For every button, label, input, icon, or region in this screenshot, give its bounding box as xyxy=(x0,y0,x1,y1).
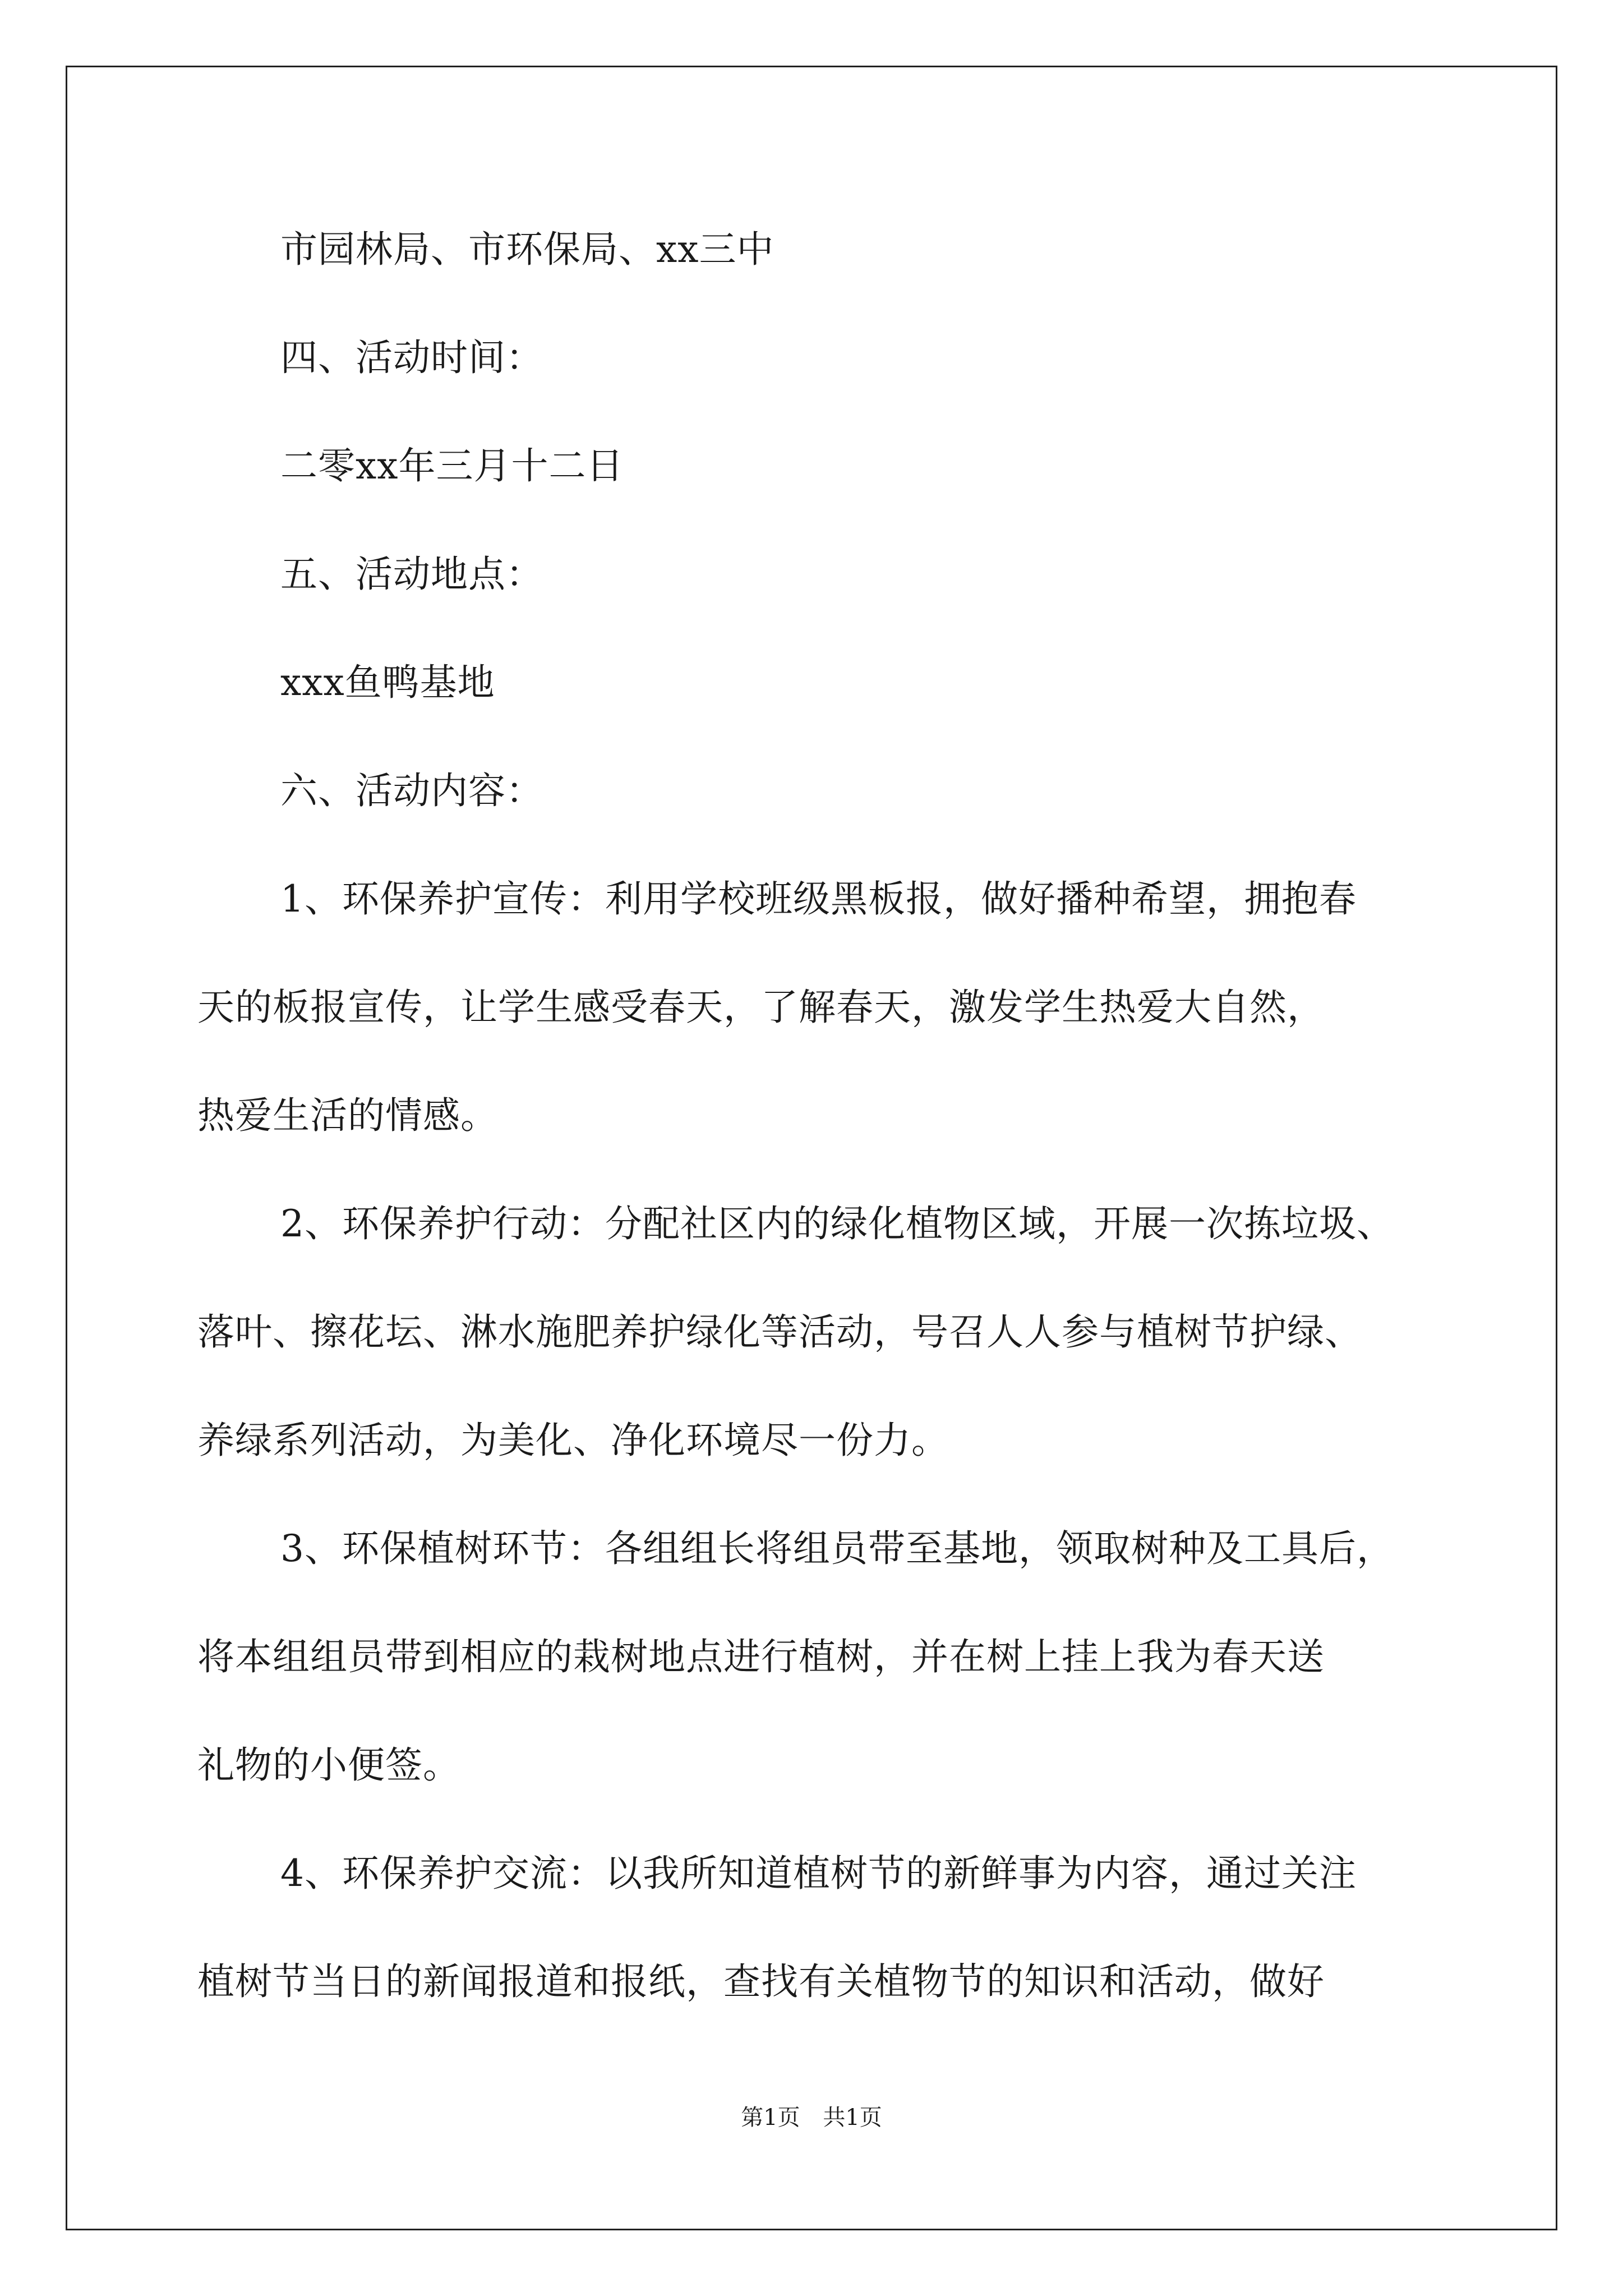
paragraph-line: 养绿系列活动，为美化、净化环境尽一份力。 xyxy=(197,1419,949,1462)
section-heading: 四、活动时间： xyxy=(280,336,543,379)
paragraph-line: 4、环保养护交流：以我所知道植树节的新鲜事为内容，通过关注 xyxy=(280,1852,1357,1895)
paragraph-line: 3、环保植树环节：各组组长将组员带至基地，领取树种及工具后， xyxy=(280,1527,1394,1570)
paragraph-line: 2、环保养护行动：分配社区内的绿化植物区域，开展一次拣垃圾、 xyxy=(280,1202,1394,1245)
section-heading: 六、活动内容： xyxy=(280,769,543,812)
page-border xyxy=(66,66,1557,2230)
paragraph-line: 植树节当日的新闻报道和报纸，查找有关植物节的知识和活动，做好 xyxy=(197,1960,1325,2003)
paragraph-line: 热爱生活的情感。 xyxy=(197,1094,498,1137)
page-total: 共1页 xyxy=(823,2105,882,2131)
paragraph-line: 礼物的小便签。 xyxy=(197,1743,460,1787)
text-line: 市园林局、市环保局、xx三中 xyxy=(280,228,774,271)
paragraph-line: 将本组组员带到相应的栽树地点进行植树，并在树上挂上我为春天送 xyxy=(197,1635,1325,1678)
paragraph-line: 落叶、擦花坛、淋水施肥养护绿化等活动，号召人人参与植树节护绿、 xyxy=(197,1310,1362,1354)
text-line: xxx鱼鸭基地 xyxy=(280,661,495,704)
section-heading: 五、活动地点： xyxy=(280,553,543,596)
text-line: 二零xx年三月十二日 xyxy=(280,444,624,487)
paragraph-line: 1、环保养护宣传：利用学校班级黑板报，做好播种希望，拥抱春 xyxy=(280,877,1357,921)
page-footer xyxy=(0,2104,1623,2132)
page-number: 第1页 xyxy=(741,2105,800,2131)
paragraph-line: 天的板报宣传，让学生感受春天，了解春天，激发学生热爱大自然， xyxy=(197,986,1325,1029)
